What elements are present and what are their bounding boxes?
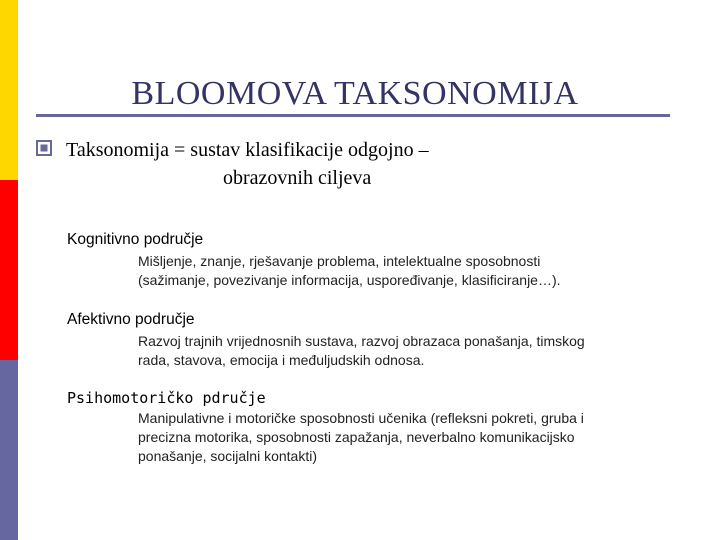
affective-line-1: Razvoj trajnih vrijednosnih sustava, razvoj obrazaca ponašanja, timskog [138,333,585,349]
psychomotor-line-2: precizna motorika, sposobnosti zapažanja, neverbalno komunikacijsko [138,429,575,445]
main-bullet-line-1: Taksonomija = sustav klasifikacije odgojno – [66,139,429,161]
title-underline [36,114,670,117]
psychomotor-description [138,409,678,466]
affective-line-2: rada, stavova, emocija i međuljudskih odnosa. [138,352,425,368]
psychomotor-line-3: ponašanje, socijalni kontakti) [138,448,317,464]
cognitive-line-2: (sažimanje, povezivanje informacija, uspoređivanje, klasificiranje…). [138,272,561,288]
main-bullet-text [66,136,586,192]
psychomotor-line-1: Manipulativne i motoričke sposobnosti učenika (refleksni pokreti, gruba i [138,410,584,426]
accent-bar-yellow [0,0,18,180]
slide-title: BLOOMOVA TAKSONOMIJA [131,75,579,112]
accent-bar-blue [0,360,18,540]
square-bullet-icon [36,140,52,156]
cognitive-description [138,252,678,290]
psychomotor-heading: Psihomotoričko pdručje [67,389,266,407]
accent-bar-red [0,180,18,360]
affective-description [138,332,678,370]
cognitive-line-1: Mišljenje, znanje, rješavanje problema, intelektualne sposobnosti [138,253,541,269]
affective-heading: Afektivno područje [67,311,195,328]
main-bullet-line-2: obrazovnih ciljeva [223,167,372,189]
cognitive-heading: Kognitivno područje [67,231,204,248]
